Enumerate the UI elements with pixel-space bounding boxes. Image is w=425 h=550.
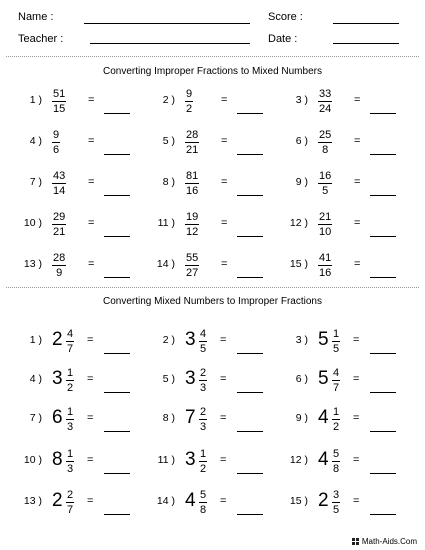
denominator: 16 [319,267,332,279]
numerator: 1 [67,367,74,379]
answer-blank[interactable] [104,277,130,278]
answer-blank[interactable] [370,277,396,278]
denominator: 2 [186,103,193,115]
numerator: 28 [186,129,199,141]
fraction [66,367,74,394]
fraction-bar [52,224,66,225]
whole-number: 8 [52,449,63,470]
fraction-bar [52,183,66,184]
problem-number: 15 ) [289,258,308,270]
numerator: 2 [67,489,74,501]
fraction-bar [199,461,207,462]
name-label: Name : [18,11,54,23]
denominator: 6 [53,144,60,156]
fraction [185,170,199,197]
answer-blank[interactable] [370,514,396,515]
equals-sign: = [221,217,228,229]
equals-sign: = [220,334,227,346]
header-divider [6,56,419,57]
fraction-bar [199,341,207,342]
section1-title: Converting Improper Fractions to Mixed Numbers [103,66,322,77]
fraction [318,129,332,156]
denominator: 27 [186,267,199,279]
fraction-bar [199,380,207,381]
fraction-bar [185,142,199,143]
problem-number: 10 ) [23,454,42,466]
numerator: 5 [200,489,207,501]
numerator: 3 [333,489,340,501]
denominator: 3 [200,382,207,394]
equals-sign: = [354,135,361,147]
answer-blank[interactable] [370,236,396,237]
denominator: 7 [67,343,74,355]
problem-number: 1 ) [29,94,42,106]
whole-number: 3 [185,449,196,470]
denominator: 3 [67,463,74,475]
equals-sign: = [221,258,228,270]
answer-blank[interactable] [104,236,130,237]
answer-blank[interactable] [104,113,130,114]
fraction-bar [66,341,74,342]
answer-blank[interactable] [104,392,130,393]
equals-sign: = [87,412,94,424]
denominator: 3 [200,421,207,433]
equals-sign: = [88,94,95,106]
numerator: 5 [333,448,340,460]
equals-sign: = [220,412,227,424]
fraction [185,129,199,156]
answer-blank[interactable] [104,195,130,196]
problem-number: 7 ) [29,412,42,424]
denominator: 9 [56,267,63,279]
fraction-bar [185,265,199,266]
teacher-field[interactable] [90,43,250,44]
problem-number: 9 ) [295,412,308,424]
fraction [332,406,340,433]
equals-sign: = [353,412,360,424]
brand-footer [352,537,417,546]
fraction [318,211,332,238]
whole-number: 7 [185,407,196,428]
numerator: 41 [319,252,332,264]
fraction-bar [318,142,332,143]
date-label: Date : [268,33,298,45]
fraction [185,88,193,115]
problem-number: 8 ) [162,176,175,188]
problem-number: 8 ) [162,412,175,424]
numerator: 25 [319,129,332,141]
denominator: 5 [200,343,207,355]
numerator: 43 [53,170,66,182]
numerator: 4 [67,328,74,340]
problem-number: 9 ) [295,176,308,188]
answer-blank[interactable] [237,514,263,515]
fraction-bar [318,265,332,266]
problem-number: 13 ) [23,495,42,507]
problem-number: 11 ) [157,454,175,466]
denominator: 16 [186,185,199,197]
fraction [66,489,74,516]
denominator: 15 [53,103,66,115]
equals-sign: = [87,495,94,507]
problem-number: 12 ) [289,217,308,229]
fraction-bar [318,183,332,184]
problem-number: 7 ) [29,176,42,188]
numerator: 51 [53,88,66,100]
equals-sign: = [353,495,360,507]
fraction-bar [318,224,332,225]
denominator: 21 [53,226,66,238]
answer-blank[interactable] [370,113,396,114]
numerator: 9 [53,129,60,141]
problem-number: 5 ) [162,373,175,385]
fraction-bar [52,265,66,266]
fraction [66,328,74,355]
fraction-bar [318,101,332,102]
equals-sign: = [354,258,361,270]
answer-blank[interactable] [104,154,130,155]
fraction-bar [52,142,60,143]
equals-sign: = [353,373,360,385]
denominator: 14 [53,185,66,197]
name-field[interactable] [84,23,250,24]
numerator: 1 [333,328,340,340]
whole-number: 4 [185,490,196,511]
fraction [52,88,66,115]
answer-blank[interactable] [370,353,396,354]
problem-number: 6 ) [295,135,308,147]
answer-blank[interactable] [104,353,130,354]
problem-number: 14 ) [156,258,175,270]
fraction-bar [66,380,74,381]
answer-blank[interactable] [237,277,263,278]
whole-number: 5 [318,329,329,350]
whole-number: 3 [185,368,196,389]
answer-blank[interactable] [104,431,130,432]
equals-sign: = [353,334,360,346]
numerator: 55 [186,252,199,264]
denominator: 5 [322,185,329,197]
answer-blank[interactable] [104,473,130,474]
teacher-label: Teacher : [18,33,64,45]
answer-blank[interactable] [237,113,263,114]
fraction [52,252,66,279]
fraction [332,328,340,355]
answer-blank[interactable] [104,514,130,515]
numerator: 2 [200,406,207,418]
fraction-bar [199,419,207,420]
fraction [318,252,332,279]
fraction [185,211,199,238]
fraction [199,367,207,394]
date-field[interactable] [333,43,399,44]
denominator: 3 [67,421,74,433]
answer-blank[interactable] [237,431,263,432]
fraction-bar [185,224,199,225]
equals-sign: = [221,135,228,147]
problem-number: 3 ) [295,334,308,346]
whole-number: 2 [52,329,63,350]
denominator: 8 [333,463,340,475]
problem-number: 5 ) [162,135,175,147]
numerator: 29 [53,211,66,223]
equals-sign: = [221,176,228,188]
problem-number: 14 ) [156,495,175,507]
numerator: 1 [67,406,74,418]
fraction [52,211,66,238]
numerator: 16 [319,170,332,182]
numerator: 4 [333,367,340,379]
numerator: 1 [333,406,340,418]
equals-sign: = [88,258,95,270]
numerator: 19 [186,211,199,223]
problem-number: 15 ) [289,495,308,507]
numerator: 4 [200,328,207,340]
fraction-bar [185,101,193,102]
problem-number: 1 ) [29,334,42,346]
answer-blank[interactable] [237,392,263,393]
fraction [66,448,74,475]
math-aids-logo-icon [352,538,359,545]
fraction [52,170,66,197]
denominator: 2 [333,421,340,433]
fraction [199,489,207,516]
denominator: 21 [186,144,199,156]
answer-blank[interactable] [237,154,263,155]
denominator: 10 [319,226,332,238]
denominator: 5 [333,504,340,516]
numerator: 2 [200,367,207,379]
answer-blank[interactable] [237,236,263,237]
section-divider [6,287,419,288]
denominator: 12 [186,226,199,238]
answer-blank[interactable] [370,392,396,393]
denominator: 2 [200,463,207,475]
denominator: 7 [333,382,340,394]
answer-blank[interactable] [237,353,263,354]
equals-sign: = [220,373,227,385]
equals-sign: = [220,454,227,466]
numerator: 1 [200,448,207,460]
fraction-bar [332,341,340,342]
problem-number: 2 ) [162,334,175,346]
fraction [199,406,207,433]
equals-sign: = [88,135,95,147]
problem-number: 10 ) [23,217,42,229]
section2-title: Converting Mixed Numbers to Improper Fractions [103,296,322,307]
fraction [66,406,74,433]
equals-sign: = [353,454,360,466]
whole-number: 4 [318,407,329,428]
whole-number: 5 [318,368,329,389]
fraction [332,489,340,516]
equals-sign: = [87,454,94,466]
answer-blank[interactable] [370,431,396,432]
equals-sign: = [354,94,361,106]
equals-sign: = [87,334,94,346]
fraction-bar [185,183,199,184]
answer-blank[interactable] [370,473,396,474]
fraction-bar [52,101,66,102]
equals-sign: = [354,176,361,188]
answer-blank[interactable] [370,195,396,196]
whole-number: 3 [185,329,196,350]
problem-number: 4 ) [29,135,42,147]
problem-number: 12 ) [289,454,308,466]
fraction [52,129,60,156]
numerator: 33 [319,88,332,100]
problem-number: 3 ) [295,94,308,106]
equals-sign: = [221,94,228,106]
numerator: 28 [53,252,66,264]
fraction [199,328,207,355]
equals-sign: = [88,217,95,229]
numerator: 9 [186,88,193,100]
problem-number: 2 ) [162,94,175,106]
fraction-bar [332,419,340,420]
fraction-bar [332,461,340,462]
whole-number: 2 [52,490,63,511]
brand-text: Math-Aids.Com [361,537,417,546]
score-label: Score : [268,11,303,23]
equals-sign: = [220,495,227,507]
fraction-bar [199,502,207,503]
whole-number: 4 [318,449,329,470]
numerator: 1 [67,448,74,460]
denominator: 8 [200,504,207,516]
fraction [332,448,340,475]
problem-number: 13 ) [23,258,42,270]
problem-number: 11 ) [157,217,175,229]
answer-blank[interactable] [237,195,263,196]
fraction-bar [332,380,340,381]
fraction-bar [332,502,340,503]
denominator: 5 [333,343,340,355]
fraction [332,367,340,394]
answer-blank[interactable] [237,473,263,474]
fraction [185,252,199,279]
fraction [199,448,207,475]
problem-number: 6 ) [295,373,308,385]
whole-number: 2 [318,490,329,511]
whole-number: 3 [52,368,63,389]
fraction [318,170,332,197]
score-field[interactable] [333,23,399,24]
numerator: 21 [319,211,332,223]
equals-sign: = [354,217,361,229]
problem-number: 4 ) [29,373,42,385]
denominator: 24 [319,103,332,115]
fraction [318,88,332,115]
equals-sign: = [87,373,94,385]
fraction-bar [66,502,74,503]
fraction-bar [66,461,74,462]
denominator: 8 [322,144,329,156]
answer-blank[interactable] [370,154,396,155]
whole-number: 6 [52,407,63,428]
numerator: 81 [186,170,199,182]
denominator: 7 [67,504,74,516]
equals-sign: = [88,176,95,188]
denominator: 2 [67,382,74,394]
fraction-bar [66,419,74,420]
